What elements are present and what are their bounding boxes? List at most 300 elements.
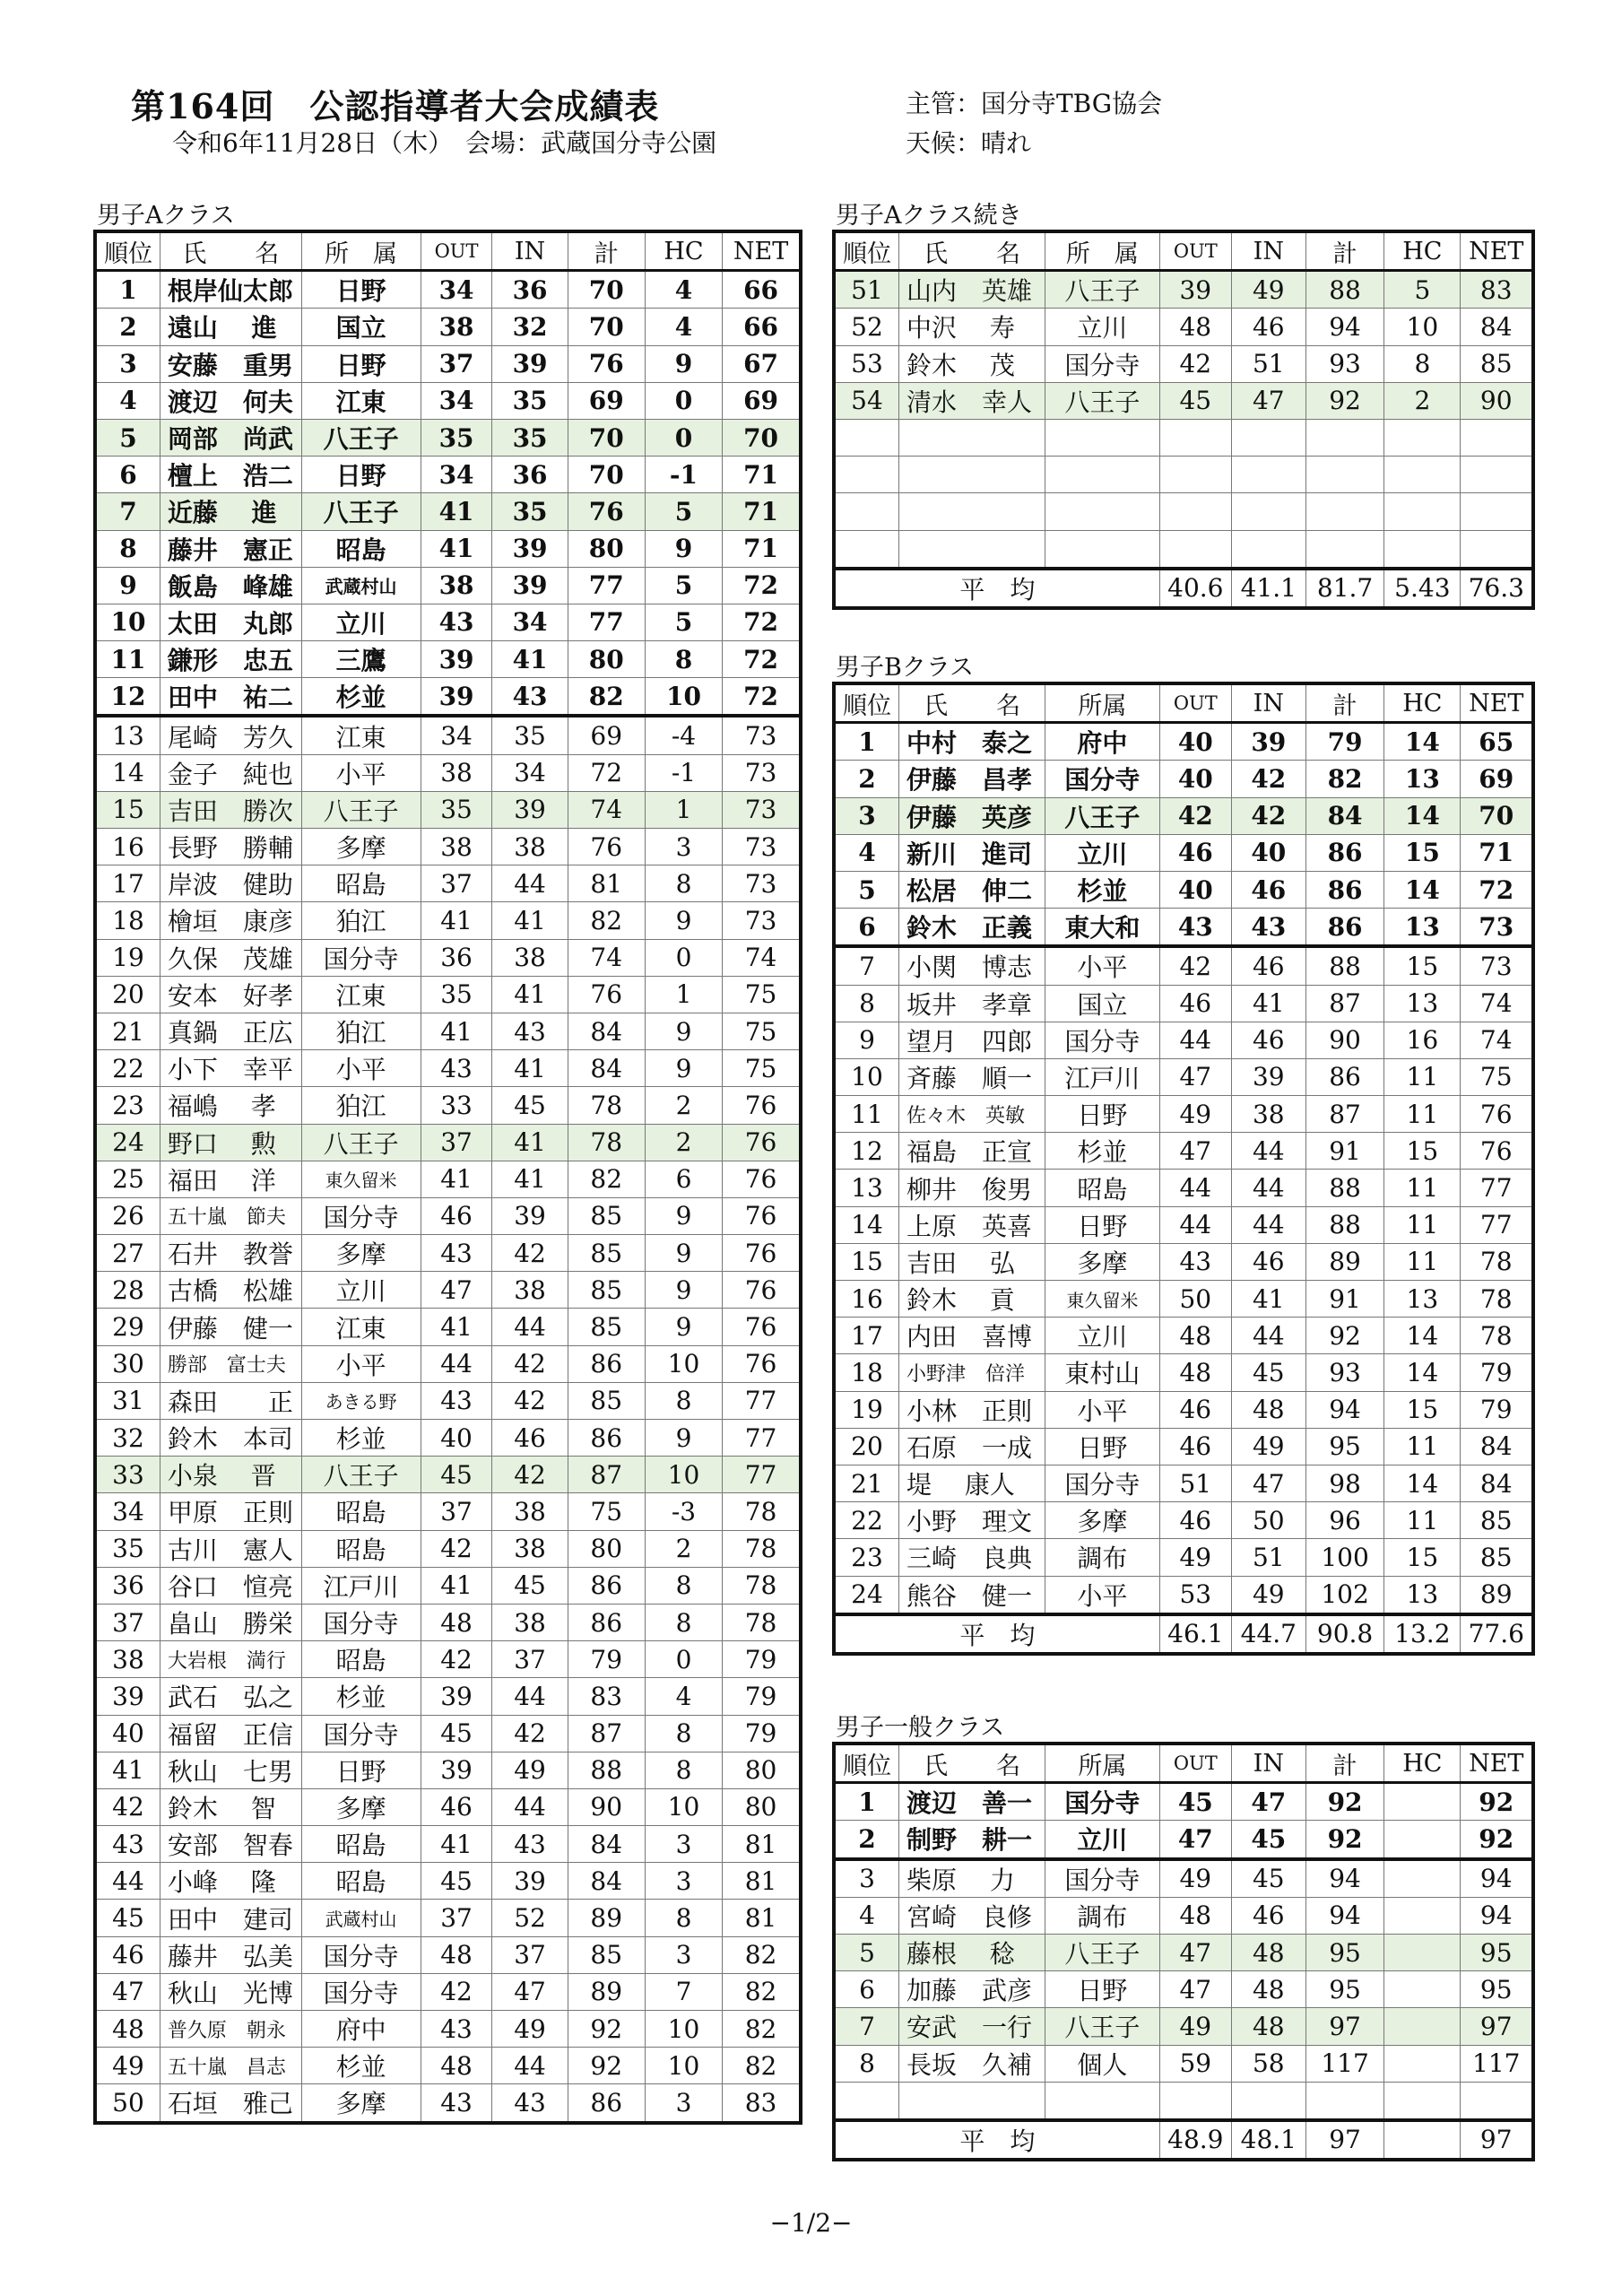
cell: 田中 建司: [160, 1900, 301, 1936]
section-label-a-cont: 男子Aクラス続き: [836, 202, 1022, 230]
cell: 42: [492, 1715, 568, 1752]
cell: 9: [645, 1309, 722, 1345]
cell: 尾崎 芳久: [160, 716, 301, 754]
cell: 52: [492, 1900, 568, 1936]
cell: 82: [568, 678, 645, 717]
cell: 39: [492, 1197, 568, 1234]
cell: 14: [95, 754, 160, 791]
cell: 小林 正則: [898, 1391, 1045, 1428]
column-header: HC: [1384, 231, 1461, 271]
cell: 吉田 弘: [898, 1243, 1045, 1280]
cell: 93: [1305, 345, 1383, 382]
table-row: [95, 1493, 801, 1530]
cell: 中沢 寿: [898, 309, 1045, 345]
cell: 根岸仙太郎: [160, 271, 301, 309]
cell: 47: [1159, 1058, 1231, 1095]
cell: 42: [421, 1530, 492, 1567]
cell: 安藤 重男: [160, 345, 301, 382]
cell: 78: [723, 1567, 801, 1604]
cell: 47: [492, 1973, 568, 2010]
cell: 6: [645, 1161, 722, 1197]
cell: 八王子: [1045, 2008, 1159, 2045]
cell: 15: [1384, 834, 1461, 871]
cell: 吉田 勝次: [160, 791, 301, 828]
cell: 小野 理文: [898, 1502, 1045, 1539]
table-row: [95, 1863, 801, 1900]
cell: 小峰 隆: [160, 1863, 301, 1900]
header-row: [834, 1744, 1533, 1783]
cell: [1159, 419, 1231, 456]
cell: 江東: [301, 1309, 421, 1345]
cell: 70: [568, 271, 645, 309]
cell: 53: [1159, 1576, 1231, 1614]
cell: [834, 457, 898, 493]
cell: 77: [723, 1382, 801, 1419]
cell: 45: [1231, 1354, 1305, 1391]
cell: 5: [645, 493, 722, 530]
cell: 34: [421, 716, 492, 754]
average-value: 41.1: [1231, 569, 1305, 608]
cell: 10: [645, 1788, 722, 1825]
cell: 74: [1461, 1022, 1533, 1058]
cell: 47: [1231, 382, 1305, 419]
cell: [1045, 2082, 1159, 2120]
cell: 小平: [301, 1050, 421, 1087]
table-row: [95, 2084, 801, 2123]
empty-row: [834, 530, 1533, 569]
table-row: [95, 1345, 801, 1382]
cell: [1384, 530, 1461, 569]
cell: 72: [723, 641, 801, 678]
cell: 39: [95, 1678, 160, 1715]
cell: 昭島: [301, 1863, 421, 1900]
cell: 51: [1159, 1465, 1231, 1501]
cell: 38: [492, 1272, 568, 1309]
cell: 福田 洋: [160, 1161, 301, 1197]
cell: 95: [1461, 1971, 1533, 2008]
cell: 松居 伸二: [898, 871, 1045, 908]
empty-row: [834, 2082, 1533, 2120]
cell: 43: [421, 2011, 492, 2048]
cell: 八王子: [301, 791, 421, 828]
cell: 畠山 勝栄: [160, 1604, 301, 1640]
cell: 3: [645, 829, 722, 865]
cell: 90: [1305, 1022, 1383, 1058]
cell: 安本 好孝: [160, 976, 301, 1013]
cell: 福島 正宣: [898, 1133, 1045, 1170]
cell: 42: [95, 1788, 160, 1825]
cell: 48: [95, 2011, 160, 2048]
cell: 84: [1461, 1428, 1533, 1465]
cell: 41: [421, 1161, 492, 1197]
cell: 84: [1461, 309, 1533, 345]
cell: 78: [568, 1087, 645, 1124]
cell: 国分寺: [301, 939, 421, 976]
cell: 立川: [1045, 1318, 1159, 1354]
cell: 10: [645, 1457, 722, 1493]
cell: 41: [1231, 1281, 1305, 1318]
cell: 43: [492, 1013, 568, 1049]
cell: 2: [645, 1124, 722, 1161]
average-row: [834, 2120, 1533, 2160]
cell: 46: [1231, 1897, 1305, 1934]
cell: 長坂 久補: [898, 2045, 1045, 2082]
cell: 22: [95, 1050, 160, 1087]
cell: 3: [645, 1863, 722, 1900]
cell: 45: [421, 1715, 492, 1752]
cell: 42: [1159, 345, 1231, 382]
cell: 72: [723, 604, 801, 640]
average-value: 90.8: [1305, 1614, 1383, 1654]
cell: 昭島: [301, 1530, 421, 1567]
table-row: [834, 309, 1533, 345]
cell: 37: [421, 1493, 492, 1530]
cell: 43: [1159, 1243, 1231, 1280]
cell: 73: [1461, 946, 1533, 985]
results-table-a: [93, 230, 802, 2125]
cell: 74: [568, 791, 645, 828]
cell: 36: [492, 271, 568, 309]
cell: 小平: [301, 754, 421, 791]
average-value: 5.43: [1384, 569, 1461, 608]
cell: [1461, 457, 1533, 493]
cell: 34: [421, 271, 492, 309]
cell: 石原 一成: [898, 1428, 1045, 1465]
cell: 42: [492, 1235, 568, 1272]
cell: 98: [1305, 1465, 1383, 1501]
cell: 37: [492, 1641, 568, 1678]
cell: 35: [492, 716, 568, 754]
cell: 三崎 良典: [898, 1539, 1045, 1576]
cell: 72: [723, 678, 801, 717]
organizer: 主管：国分寺TBG協会: [906, 89, 1163, 118]
cell: 82: [568, 1161, 645, 1197]
cell: 86: [1305, 1058, 1383, 1095]
cell: 41: [95, 1752, 160, 1788]
cell: 117: [1305, 2045, 1383, 2082]
column-header: 順位: [834, 1744, 898, 1783]
cell: 46: [1231, 309, 1305, 345]
table-row: [95, 678, 801, 717]
cell: 77: [1461, 1170, 1533, 1206]
table-row: [95, 641, 801, 678]
table-row: [95, 1715, 801, 1752]
cell: 84: [1461, 1465, 1533, 1501]
column-header: NET: [1461, 1744, 1533, 1783]
cell: 37: [421, 345, 492, 382]
cell: 69: [1461, 761, 1533, 797]
cell: 檜垣 康彦: [160, 902, 301, 939]
cell: 95: [1305, 1971, 1383, 2008]
cell: 44: [1231, 1318, 1305, 1354]
cell: 10: [1384, 309, 1461, 345]
cell: 14: [1384, 1465, 1461, 1501]
cell: 92: [568, 2011, 645, 2048]
cell: [1045, 493, 1159, 530]
cell: 多摩: [301, 1235, 421, 1272]
table-row: [95, 1457, 801, 1493]
cell: 76: [723, 1235, 801, 1272]
cell: 45: [421, 1457, 492, 1493]
cell: 66: [723, 309, 801, 345]
cell: 32: [95, 1420, 160, 1457]
cell: 49: [1231, 271, 1305, 309]
header-row: [834, 683, 1533, 723]
cell: 14: [1384, 723, 1461, 761]
cell: 45: [1231, 1859, 1305, 1898]
cell: 43: [421, 1382, 492, 1419]
table-row: [834, 1971, 1533, 2008]
table-row: [834, 946, 1533, 985]
cell: 0: [645, 419, 722, 456]
cell: 45: [95, 1900, 160, 1936]
cell: 47: [421, 1272, 492, 1309]
cell: 9: [645, 1013, 722, 1049]
cell: 94: [1305, 309, 1383, 345]
cell: 16: [95, 829, 160, 865]
cell: 48: [1159, 1897, 1231, 1934]
cell: [1159, 2082, 1231, 2120]
cell: 94: [1305, 1391, 1383, 1428]
cell: 40: [421, 1420, 492, 1457]
cell: 41: [421, 1309, 492, 1345]
table-row: [834, 1281, 1533, 1318]
cell: 71: [723, 457, 801, 493]
table-row: [95, 716, 801, 754]
column-header: 氏 名: [160, 231, 301, 271]
column-header: NET: [1461, 683, 1533, 723]
cell: 江東: [301, 976, 421, 1013]
cell: 13: [95, 716, 160, 754]
cell: 80: [723, 1752, 801, 1788]
cell: 7: [95, 493, 160, 530]
column-header: 計: [1305, 231, 1383, 271]
cell: 48: [1231, 1391, 1305, 1428]
cell: 25: [95, 1161, 160, 1197]
cell: 89: [1305, 1243, 1383, 1280]
cell: 85: [568, 1235, 645, 1272]
cell: 46: [1159, 1391, 1231, 1428]
header-row: [834, 231, 1533, 271]
cell: 安部 智春: [160, 1826, 301, 1863]
cell: 石井 教誉: [160, 1235, 301, 1272]
cell: 八王子: [301, 1124, 421, 1161]
cell: 堤 康人: [898, 1465, 1045, 1501]
cell: -3: [645, 1493, 722, 1530]
cell: 4: [834, 834, 898, 871]
cell: 80: [723, 1788, 801, 1825]
cell: 杉並: [301, 2048, 421, 2084]
table-row: [95, 1235, 801, 1272]
cell: 85: [1461, 1502, 1533, 1539]
results-table-general: [832, 1742, 1535, 2161]
cell: 14: [1384, 797, 1461, 834]
cell: 47: [1159, 1133, 1231, 1170]
cell: 府中: [1045, 723, 1159, 761]
table-row: [95, 939, 801, 976]
cell: 80: [568, 1530, 645, 1567]
cell: 44: [492, 1678, 568, 1715]
table-row: [95, 604, 801, 640]
cell: 16: [834, 1281, 898, 1318]
cell: 1: [645, 976, 722, 1013]
cell: 2: [645, 1530, 722, 1567]
cell: 大岩根 満行: [160, 1641, 301, 1678]
table-row: [95, 1788, 801, 1825]
cell: 国分寺: [1045, 345, 1159, 382]
cell: 42: [421, 1973, 492, 2010]
cell: 78: [1461, 1281, 1533, 1318]
cell: 江戸川: [301, 1567, 421, 1604]
cell: 八王子: [1045, 271, 1159, 309]
table-row: [834, 1897, 1533, 1934]
cell: 太田 丸郎: [160, 604, 301, 640]
cell: 12: [95, 678, 160, 717]
cell: 昭島: [301, 1641, 421, 1678]
table-row: [834, 1206, 1533, 1243]
table-row: [834, 1058, 1533, 1095]
cell: 50: [1231, 1502, 1305, 1539]
cell: 13: [834, 1170, 898, 1206]
cell: 府中: [301, 2011, 421, 2048]
table-row: [95, 2048, 801, 2084]
cell: 88: [1305, 271, 1383, 309]
cell: 4: [834, 1897, 898, 1934]
table-row: [834, 1391, 1533, 1428]
cell: 44: [1159, 1022, 1231, 1058]
cell: [1384, 1821, 1461, 1859]
cell: 石垣 雅己: [160, 2084, 301, 2123]
cell: 36: [421, 939, 492, 976]
cell: 92: [1305, 1318, 1383, 1354]
cell: 88: [568, 1752, 645, 1788]
table-row: [95, 1087, 801, 1124]
cell: 8: [645, 865, 722, 902]
table-row: [95, 1013, 801, 1049]
cell: 31: [95, 1382, 160, 1419]
cell: 42: [492, 1345, 568, 1382]
column-header: 所 属: [1045, 231, 1159, 271]
cell: 49: [492, 2011, 568, 2048]
cell: 90: [568, 1788, 645, 1825]
cell: 4: [645, 1678, 722, 1715]
cell: 38: [492, 1530, 568, 1567]
cell: 柳井 俊男: [898, 1170, 1045, 1206]
cell: 49: [1159, 1859, 1231, 1898]
cell: 49: [95, 2048, 160, 2084]
table-row: [834, 909, 1533, 947]
cell: 43: [492, 678, 568, 717]
column-header: 氏 名: [898, 683, 1045, 723]
table-row: [95, 976, 801, 1013]
cell: 49: [1231, 1428, 1305, 1465]
cell: 小平: [1045, 1391, 1159, 1428]
cell: 9: [95, 567, 160, 604]
cell: 48: [1159, 309, 1231, 345]
cell: 宮崎 良修: [898, 1897, 1045, 1934]
table-row: [95, 829, 801, 865]
cell: 75: [568, 1493, 645, 1530]
cell: 武蔵村山: [301, 567, 421, 604]
cell: 岸波 健助: [160, 865, 301, 902]
cell: 39: [421, 1752, 492, 1788]
cell: 調布: [1045, 1539, 1159, 1576]
cell: 97: [1461, 2008, 1533, 2045]
cell: 45: [421, 1863, 492, 1900]
cell: 44: [492, 865, 568, 902]
cell: 多摩: [1045, 1243, 1159, 1280]
cell: 48: [1231, 1934, 1305, 1970]
cell: 82: [568, 902, 645, 939]
cell: [1384, 457, 1461, 493]
cell: 0: [645, 1641, 722, 1678]
cell: 76: [723, 1197, 801, 1234]
average-value: 46.1: [1159, 1614, 1231, 1654]
cell: 76: [723, 1161, 801, 1197]
cell: 9: [645, 1050, 722, 1087]
cell: 15: [1384, 946, 1461, 985]
cell: 9: [645, 530, 722, 567]
cell: 遠山 進: [160, 309, 301, 345]
cell: 柴原 力: [898, 1859, 1045, 1898]
cell: [1231, 493, 1305, 530]
cell: 5: [645, 567, 722, 604]
cell: 国分寺: [301, 1936, 421, 1973]
column-header: 計: [568, 231, 645, 271]
cell: 83: [1461, 271, 1533, 309]
cell: 森田 正: [160, 1382, 301, 1419]
cell: 78: [568, 1124, 645, 1161]
cell: 東村山: [1045, 1354, 1159, 1391]
cell: 八王子: [1045, 382, 1159, 419]
cell: 小平: [1045, 1576, 1159, 1614]
cell: 41: [421, 902, 492, 939]
cell: 飯島 峰雄: [160, 567, 301, 604]
cell: 3: [645, 2084, 722, 2123]
cell: 58: [1231, 2045, 1305, 2082]
cell: 67: [723, 345, 801, 382]
cell: 26: [95, 1197, 160, 1234]
cell: 35: [95, 1530, 160, 1567]
cell: 多摩: [1045, 1502, 1159, 1539]
cell: 0: [645, 382, 722, 419]
cell: 44: [1231, 1206, 1305, 1243]
cell: 86: [568, 1420, 645, 1457]
cell: 八王子: [301, 419, 421, 456]
cell: 75: [723, 1013, 801, 1049]
cell: 76: [568, 493, 645, 530]
cell: 国分寺: [301, 1604, 421, 1640]
cell: 23: [95, 1087, 160, 1124]
cell: 48: [421, 2048, 492, 2084]
cell: 43: [421, 1050, 492, 1087]
cell: 6: [834, 1971, 898, 2008]
column-header: HC: [1384, 1744, 1461, 1783]
cell: 杉並: [301, 678, 421, 717]
average-label: 平 均: [834, 1614, 1159, 1654]
cell: [1231, 2082, 1305, 2120]
cell: 44: [1231, 1170, 1305, 1206]
cell: 江戸川: [1045, 1058, 1159, 1095]
cell: 13: [1384, 1576, 1461, 1614]
cell: 28: [95, 1272, 160, 1309]
cell: -1: [645, 754, 722, 791]
cell: 12: [834, 1133, 898, 1170]
cell: 85: [568, 1936, 645, 1973]
cell: 71: [723, 493, 801, 530]
cell: 40: [1231, 834, 1305, 871]
table-row: [95, 754, 801, 791]
